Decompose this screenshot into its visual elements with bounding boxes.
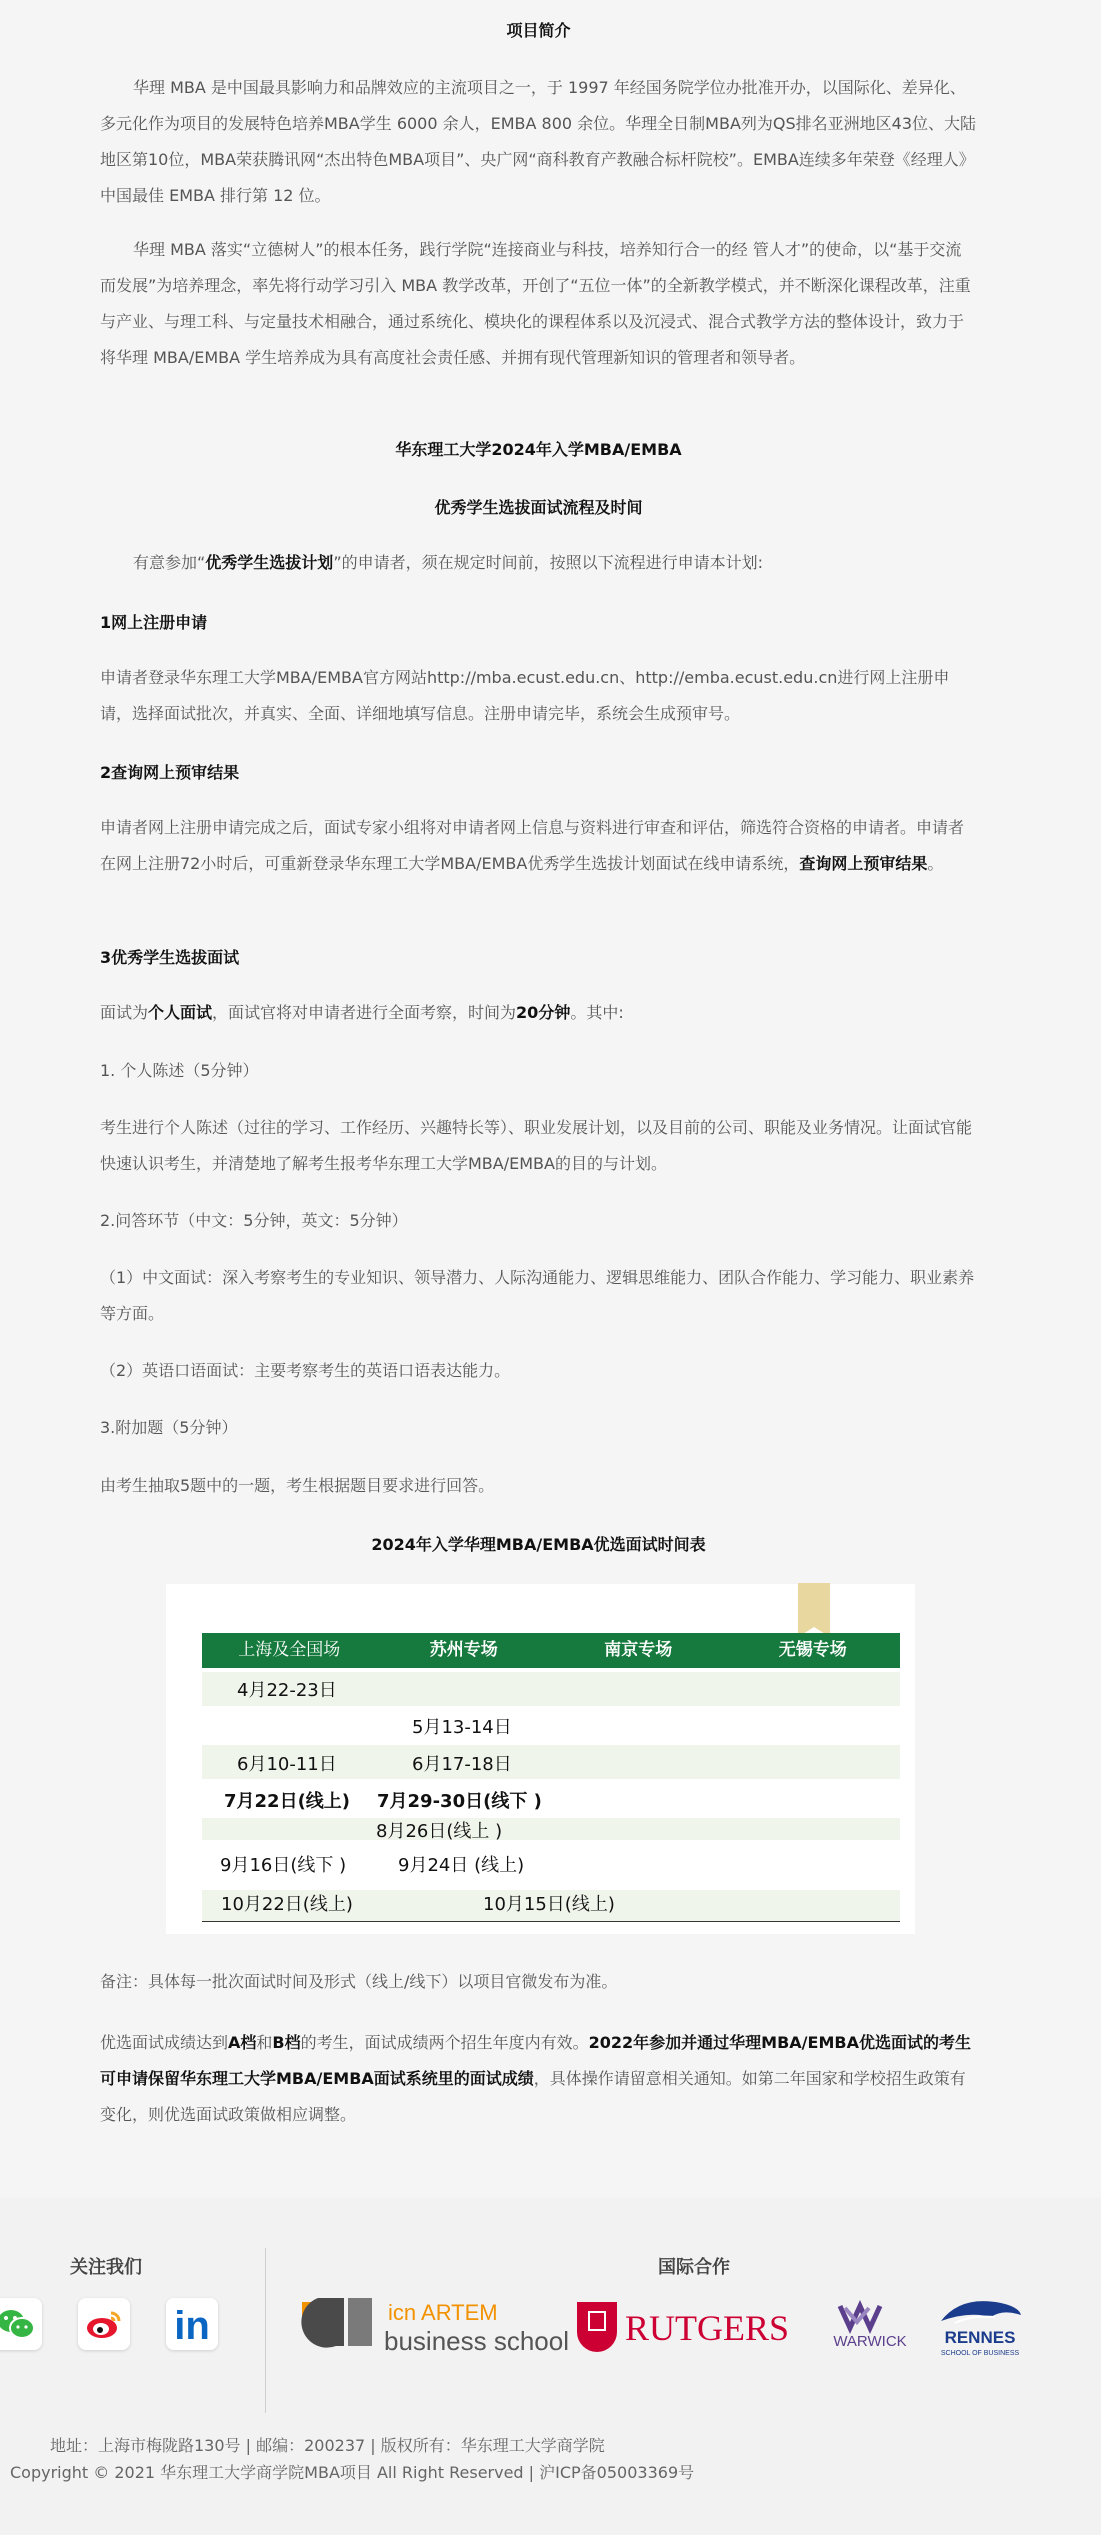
step-2-text-post: 。 xyxy=(927,854,944,873)
partner-rennes-logo[interactable] xyxy=(935,2293,1025,2363)
warwick-text: WARWICK xyxy=(833,2333,907,2350)
footer-address: 地址：上海市梅陇路130号 | 邮编：200237 | 版权所有：华东理工大学商学院 xyxy=(50,2436,605,2455)
item-2a-text: （1）中文面试：深入考察考生的专业知识、领导潜力、人际沟通能力、逻辑思维能力、团队合作能力、学习能力、职业素养等方面。 xyxy=(100,1268,975,1323)
process-title-1: 华东理工大学2024年入学MBA/EMBA xyxy=(395,440,682,459)
footer-divider xyxy=(265,2248,266,2413)
step-1-title: 1网上注册申请 xyxy=(100,613,208,632)
rennes-text: RENNES xyxy=(944,2328,1016,2347)
partners-title: 国际合作 xyxy=(658,2257,730,2278)
table-bottom-border xyxy=(202,1921,900,1922)
notes-paragraph xyxy=(100,2025,977,2133)
cell-shanghai-3: 7月22日(线上) xyxy=(224,1791,351,1812)
header-nanjing: 南京专场 xyxy=(604,1640,673,1660)
cell-nanjing-1: 10月15日(线上) xyxy=(483,1894,615,1915)
rutgers-text: RUTGERS xyxy=(625,2308,790,2348)
partner-warwick-logo[interactable] xyxy=(820,2298,920,2358)
cell-suzhou-4: 8月26日(线上 ) xyxy=(376,1821,503,1842)
artem-top-text: icn ARTEM xyxy=(388,2300,498,2325)
intro-title: 项目简介 xyxy=(506,21,571,40)
step-2-title: 2查询网上预审结果 xyxy=(100,763,240,782)
step-3-post: 。其中: xyxy=(570,1003,624,1022)
footer xyxy=(0,2198,1101,2535)
footer-copyright: Copyright © 2021 华东理工大学商学院MBA项目 All Right Reserved | 沪ICP备05003369号 xyxy=(10,2463,695,2482)
cell-suzhou-5: 9月24日 (线上) xyxy=(398,1855,525,1876)
step-3-bold-1: 个人面试 xyxy=(148,1003,213,1022)
partner-artem-logo[interactable] xyxy=(300,2298,569,2358)
process-lead xyxy=(100,545,977,581)
partner-rutgers-logo[interactable] xyxy=(575,2298,790,2358)
notes-pre: 优选面试成绩达到 xyxy=(100,2033,229,2052)
lead-bold: 优秀学生选拔计划 xyxy=(205,553,334,572)
item-1-text: 考生进行个人陈述（过往的学习、工作经历、兴趣特长等）、职业发展计划，以及目前的公司、职能及业务情况。让面试官能快速认识考生，并清楚地了解考生报考华东理工大学MBA/EMBA的目的与计划。 xyxy=(100,1118,973,1173)
cell-shanghai-1: 4月22-23日 xyxy=(237,1680,337,1701)
linkedin-icon-text: in xyxy=(174,2304,210,2348)
process-title-2: 优秀学生选拔面试流程及时间 xyxy=(434,498,643,517)
cell-suzhou-3: 7月29-30日(线下 ) xyxy=(377,1791,542,1812)
step-3-title: 3优秀学生选拔面试 xyxy=(100,948,240,967)
linkedin-icon[interactable] xyxy=(166,2298,218,2350)
wechat-icon[interactable] xyxy=(0,2298,42,2350)
cell-shanghai-4: 9月16日(线下 ) xyxy=(220,1855,347,1876)
lead-pre: 有意参加“ xyxy=(133,553,206,572)
weibo-icon[interactable] xyxy=(78,2298,130,2350)
item-1-title: 1. 个人陈述（5分钟） xyxy=(100,1061,259,1080)
notes-grade-a: A档 xyxy=(228,2033,257,2052)
artem-bottom-text: business school xyxy=(384,2326,569,2356)
step-2-text-bold: 查询网上预审结果 xyxy=(799,854,928,873)
header-wuxi: 无锡专场 xyxy=(778,1640,847,1660)
notes-bold: 2022年参加并通过华理MBA/EMBA优选面试的考生可申请保留华东理工大学MBA/EMBA面试系统里的面试成绩 xyxy=(100,2033,971,2088)
follow-us-title: 关注我们 xyxy=(70,2257,142,2278)
step-2-text-pre: 申请者网上注册申请完成之后，面试专家小组将对申请者网上信息与资料进行审查和评估，筛选符合资格的申请者。申请者在网上注册72小时后，可重新登录华东理工大学MBA/EMBA优秀学生选拔计划面试在线申请系统， xyxy=(100,818,965,873)
notes-mid: 的考生，面试成绩两个招生年度内有效。 xyxy=(300,2033,589,2052)
header-suzhou: 苏州专场 xyxy=(429,1640,498,1660)
item-3-text: 由考生抽取5题中的一题，考生根据题目要求进行回答。 xyxy=(100,1476,495,1495)
bookmark-ribbon-icon xyxy=(798,1583,830,1627)
lead-post: ”的申请者，须在规定时间前，按照以下流程进行申请本计划: xyxy=(333,553,763,572)
step-3-mid: ，面试官将对申请者进行全面考察，时间为 xyxy=(212,1003,517,1022)
notes-post: ，具体操作请留意相关通知。如第二年国家和学校招生政策有变化，则优选面试政策做相应调整。 xyxy=(100,2069,966,2124)
item-2b-text: （2）英语口语面试：主要考察考生的英语口语表达能力。 xyxy=(100,1361,511,1380)
intro-paragraph-2: 华理 MBA 落实“立德树人”的根本任务，践行学院“连接商业与科技，培养知行合一的经 管人才”的使命，以“基于交流而发展”为培养理念，率先将行动学习引入 MBA 教学改革，开创了“五位一体”的全新教学模式，并不断深化课程改革，注重与产业、与理工科、与定量技术相融合，通过系统化、模块化的课程体系以及沉浸式、混合式教学方法的整体设计，致力于将华理 MBA/EMBA 学生培养成为具有高度社会责任感、并拥有现代管理新知识的管理者和领导者。 xyxy=(100,240,971,367)
rennes-sub-text: SCHOOL OF BUSINESS xyxy=(940,2350,1020,2357)
cell-shanghai-5: 10月22日(线上) xyxy=(221,1894,353,1915)
step-2-text xyxy=(100,810,977,882)
step-3-bold-2: 20分钟 xyxy=(516,1003,571,1022)
table-row xyxy=(202,1818,900,1840)
notes-and: 和 xyxy=(256,2033,273,2052)
item-2-title: 2.问答环节（中文：5分钟，英文：5分钟） xyxy=(100,1211,408,1230)
schedule-title: 2024年入学华理MBA/EMBA优选面试时间表 xyxy=(371,1535,706,1554)
step-3-pre: 面试为 xyxy=(100,1003,149,1022)
cell-shanghai-2: 6月10-11日 xyxy=(237,1754,337,1775)
header-shanghai: 上海及全国场 xyxy=(238,1640,341,1660)
cell-suzhou-2: 6月17-18日 xyxy=(412,1754,512,1775)
step-1-text: 申请者登录华东理工大学MBA/EMBA官方网站http://mba.ecust.edu.cn、http://emba.ecust.edu.cn进行网上注册申请，选择面试批次，并真实、全面、详细地填写信息。注册申请完毕，系统会生成预审号。 xyxy=(100,668,950,723)
cell-suzhou-1: 5月13-14日 xyxy=(412,1717,512,1738)
intro-paragraph-1: 华理 MBA 是中国最具影响力和品牌效应的主流项目之一，于 1997 年经国务院学位办批准开办，以国际化、差异化、多元化作为项目的发展特色培养MBA学生 6000 余人，EMBA 800 余位。华理全日制MBA列为QS排名亚洲地区43位、大陆地区第10位，MBA荣获腾讯网“杰出特色MBA项目”、央广网“商科教育产教融合标杆院校”。EMBA连续多年荣登《经理人》中国最佳 EMBA 排行第 12 位。 xyxy=(100,78,977,205)
item-3-title: 3.附加题（5分钟） xyxy=(100,1418,238,1437)
remark-text: 备注：具体每一批次面试时间及形式（线上/线下）以项目官微发布为准。 xyxy=(100,1972,618,1991)
notes-grade-b: B档 xyxy=(272,2033,301,2052)
schedule-header xyxy=(202,1633,900,1668)
step-3-text xyxy=(100,995,977,1031)
